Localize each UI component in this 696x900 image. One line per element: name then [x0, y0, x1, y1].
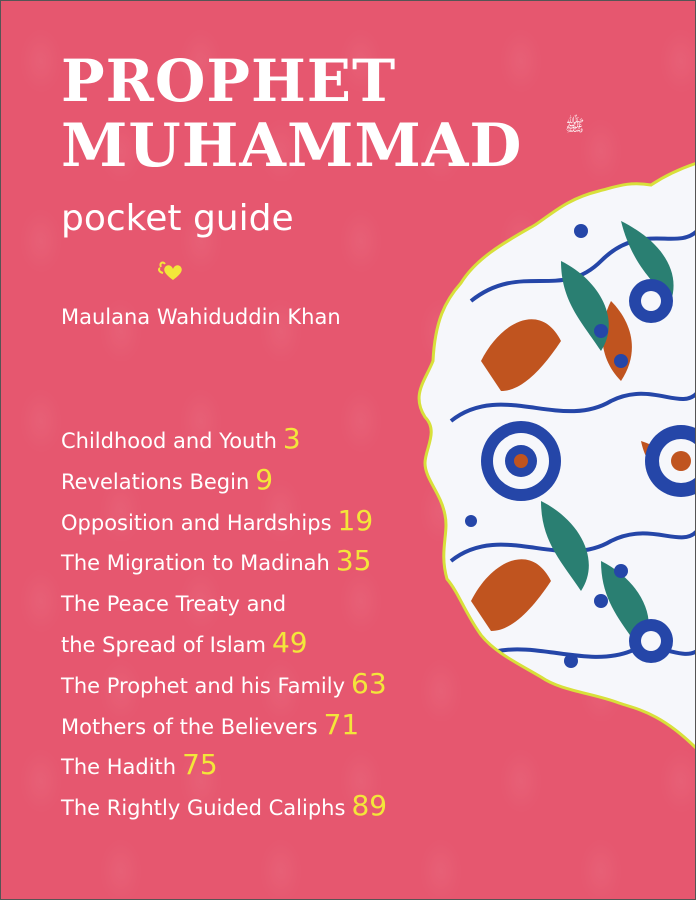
toc-entry: [61, 623, 387, 664]
toc-entry-title: The Migration to Madinah: [61, 551, 330, 576]
author-name: Maulana Wahiduddin Khan: [61, 305, 341, 329]
toc-entry-title: Mothers of the Believers: [61, 714, 318, 739]
toc-page-number: 75: [182, 748, 218, 782]
floral-heart-icon: [157, 259, 189, 283]
toc-entry-title: The Prophet and his Family: [61, 673, 346, 698]
toc-entry-title: The Peace Treaty and: [61, 592, 287, 617]
toc-entry: [61, 745, 387, 786]
toc-entry: [61, 664, 387, 705]
toc-entry-title: Opposition and Hardships: [61, 510, 332, 535]
toc-page-number: 35: [335, 544, 372, 578]
toc-page-number: 19: [337, 503, 374, 537]
toc-page-number: 71: [323, 707, 360, 741]
toc-page-number: 9: [255, 462, 274, 496]
book-title-line-2: MUHAMMAD: [61, 111, 523, 181]
toc-entry: [61, 582, 387, 623]
toc-entry-title: the Spread of Islam: [61, 632, 266, 657]
toc-entry-title: Revelations Begin: [61, 469, 250, 494]
toc-entry-title: The Rightly Guided Caliphs: [61, 796, 346, 821]
toc-entry-title: Childhood and Youth: [61, 429, 277, 453]
toc-page-number: 3: [282, 422, 301, 455]
book-title-line-1: PROPHET: [61, 47, 397, 115]
toc-entry: [61, 786, 387, 827]
toc-entry: [61, 419, 387, 460]
toc-entry: [61, 705, 387, 746]
honorific-calligraphy: ﷺ: [565, 116, 585, 135]
book-subtitle: pocket guide: [61, 198, 294, 239]
toc-entry: [61, 541, 387, 582]
toc-page-number: 89: [351, 789, 388, 823]
toc-entry: [61, 460, 387, 501]
toc-page-number: 49: [271, 625, 308, 659]
toc-entry: [61, 501, 387, 542]
table-of-contents: [61, 419, 387, 827]
toc-entry-title: The Hadith: [61, 755, 177, 780]
toc-page-number: 63: [351, 666, 387, 700]
